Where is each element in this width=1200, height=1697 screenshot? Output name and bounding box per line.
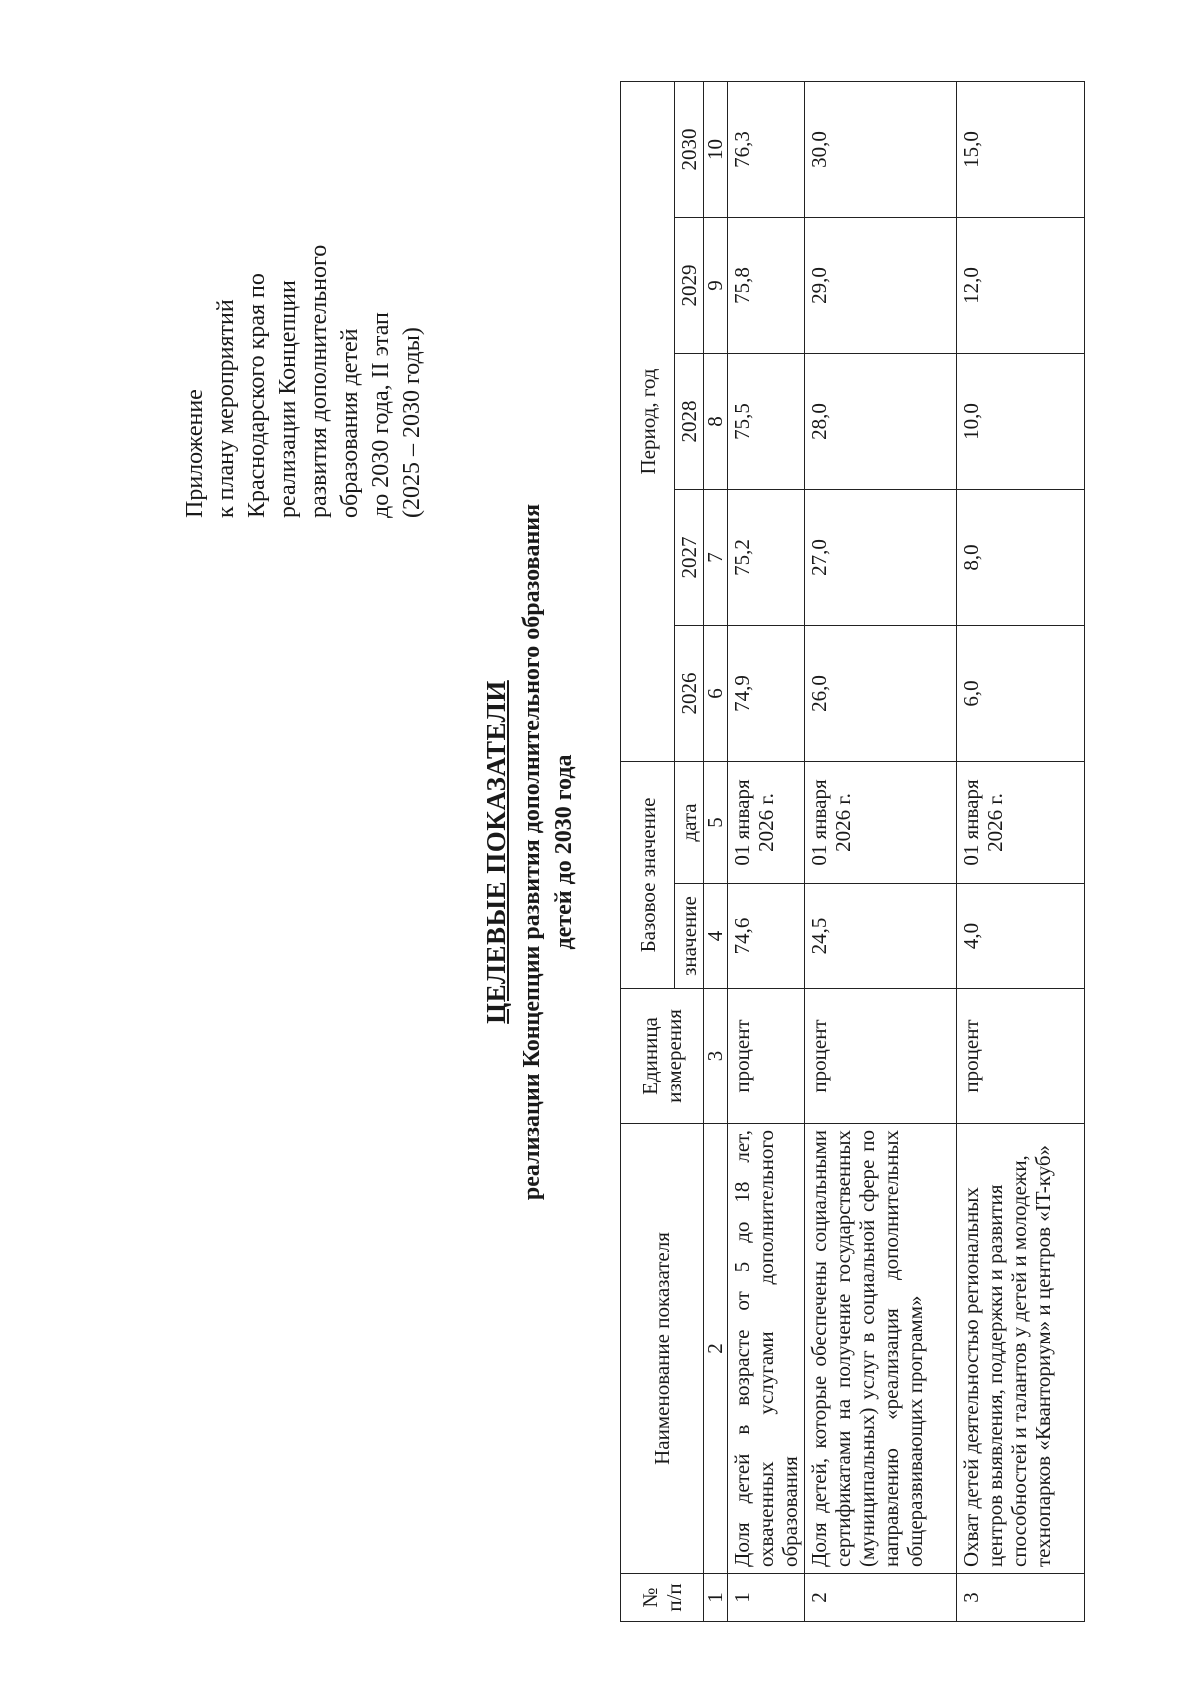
document-subtitle-line-2: детей до 2030 года	[551, 754, 577, 950]
header-year: 2026	[675, 625, 704, 761]
row-num: 2	[805, 1574, 957, 1622]
header-year: 2029	[675, 217, 704, 353]
row-value-2028: 10,0	[957, 353, 1085, 489]
row-unit: процент	[805, 989, 957, 1124]
column-number: 7	[704, 489, 728, 625]
row-base-value: 24,5	[805, 884, 957, 989]
row-base-value: 74,6	[728, 884, 805, 989]
header-base: Базовое значение	[621, 761, 675, 988]
table-row	[805, 81, 957, 1621]
header-year: 2027	[675, 489, 704, 625]
row-value-2027: 8,0	[957, 489, 1085, 625]
column-number: 4	[704, 884, 728, 989]
row-value-2029: 75,8	[728, 217, 805, 353]
column-number: 5	[704, 761, 728, 883]
row-num: 3	[957, 1574, 1085, 1622]
column-number: 10	[704, 81, 728, 217]
row-base-date: 01 января 2026 г.	[805, 761, 957, 883]
row-unit: процент	[957, 989, 1085, 1124]
row-unit: процент	[728, 989, 805, 1124]
row-value-2027: 27,0	[805, 489, 957, 625]
header-unit: Единица измерения	[621, 989, 704, 1124]
row-value-2026: 74,9	[728, 625, 805, 761]
table-row	[728, 81, 805, 1621]
row-value-2030: 76,3	[728, 81, 805, 217]
document-title: ЦЕЛЕВЫЕ ПОКАЗАТЕЛИ	[481, 680, 511, 1024]
header-year: 2030	[675, 81, 704, 217]
header-num: № п/п	[621, 1574, 704, 1622]
title-block	[478, 42, 580, 1662]
row-value-2028: 28,0	[805, 353, 957, 489]
row-name: Доля детей в возрасте от 5 до 18 лет, охваченных услугами дополнительного образования	[728, 1124, 805, 1574]
row-value-2026: 6,0	[957, 625, 1085, 761]
column-number: 1	[704, 1574, 728, 1622]
row-base-value: 4,0	[957, 884, 1085, 989]
column-number: 2	[704, 1124, 728, 1574]
header-base-value: значение	[675, 884, 704, 989]
row-value-2030: 15,0	[957, 81, 1085, 217]
row-base-date: 01 января 2026 г.	[957, 761, 1085, 883]
row-value-2029: 29,0	[805, 217, 957, 353]
row-name: Доля детей, которые обеспечены социальными сертификатами на получение государственных (муниципальных) услуг в социальной сфере по направлению «реализация дополнительных общеразвивающих программ»	[805, 1124, 957, 1574]
column-number: 9	[704, 217, 728, 353]
header-period: Период, год	[621, 81, 675, 761]
appendix-note: Приложение к плану мероприятий Краснодарского края по реализации Концепции развития дополнительного образования детей до 2030 года, II этап (2025 – 2030 годы)	[182, 244, 425, 518]
column-number: 6	[704, 625, 728, 761]
row-num: 1	[728, 1574, 805, 1622]
document-subtitle: реализации Концепции развития дополнительного образования	[519, 503, 545, 1201]
header-name: Наименование показателя	[621, 1124, 704, 1574]
indicators-table	[620, 81, 1085, 1622]
table-row	[957, 81, 1085, 1621]
column-number: 3	[704, 989, 728, 1124]
row-value-2028: 75,5	[728, 353, 805, 489]
row-value-2029: 12,0	[957, 217, 1085, 353]
row-value-2027: 75,2	[728, 489, 805, 625]
row-base-date: 01 января 2026 г.	[728, 761, 805, 883]
column-number: 8	[704, 353, 728, 489]
row-name: Охват детей деятельностью региональных центров выявления, поддержки и развития способностей и талантов у детей и молодежи, технопарков «Кванториум» и центров «IT-куб»	[957, 1124, 1085, 1574]
document-page	[30, 42, 1145, 1662]
column-number-row	[704, 81, 728, 1621]
row-value-2030: 30,0	[805, 81, 957, 217]
header-base-date: дата	[675, 761, 704, 883]
row-value-2026: 26,0	[805, 625, 957, 761]
header-year: 2028	[675, 353, 704, 489]
